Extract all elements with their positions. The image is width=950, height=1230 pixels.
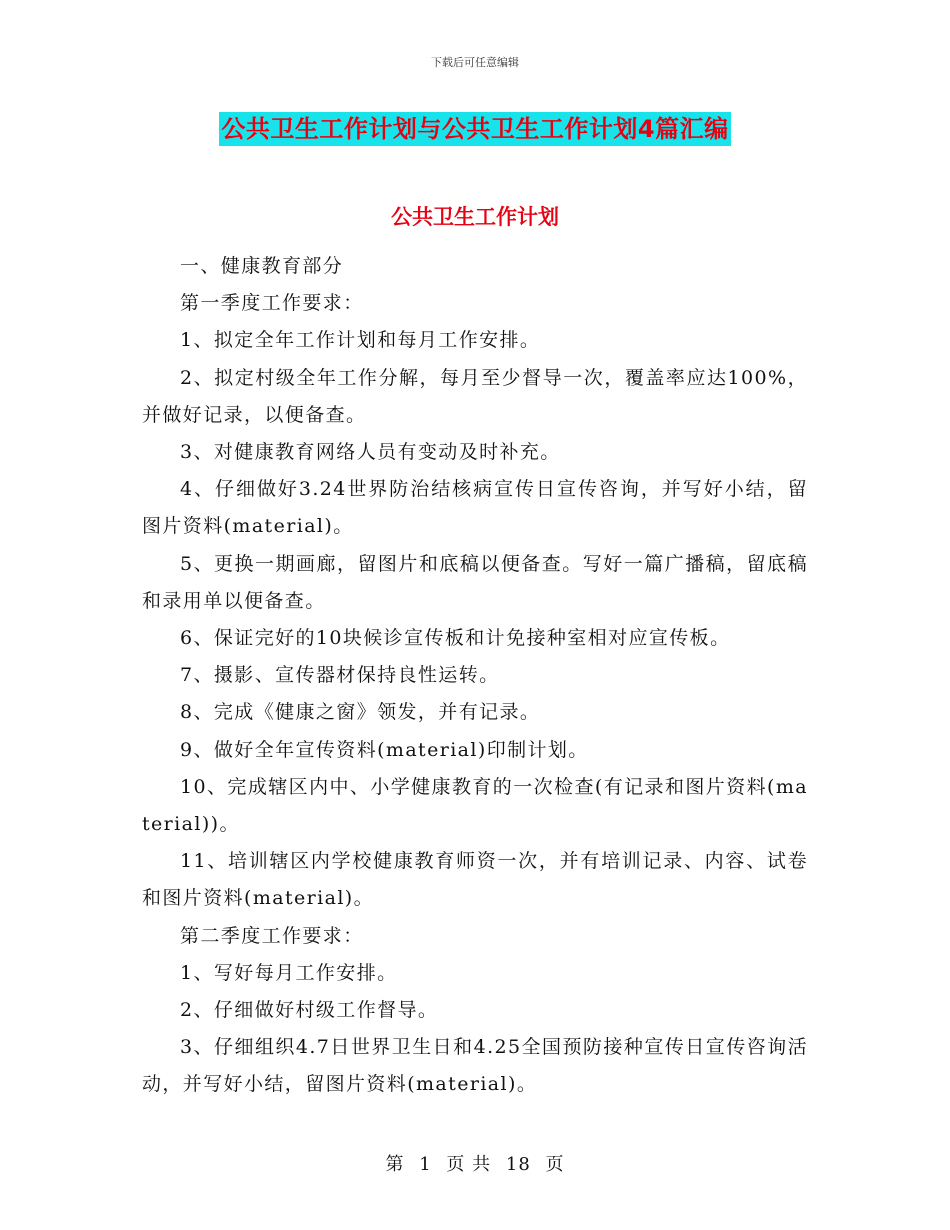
paragraph: 11、培训辖区内学校健康教育师资一次，并有培训记录、内容、试卷和图片资料(material)。 (142, 850, 808, 910)
paragraph: 5、更换一期画廊，留图片和底稿以便备查。写好一篇广播稿，留底稿和录用单以便备查。 (142, 552, 808, 612)
paragraph: 第一季度工作要求： (180, 292, 364, 315)
paragraph: 第二季度工作要求： (180, 924, 364, 947)
paragraph: 3、对健康教育网络人员有变动及时补充。 (180, 441, 561, 464)
paragraph: 7、摄影、宣传器材保持良性运转。 (180, 664, 500, 687)
footer-suffix: 页 (545, 1154, 565, 1175)
doc-title: 公共卫生工作计划与公共卫生工作计划4篇汇编 (219, 112, 730, 146)
section-title: 公共卫生工作计划 (391, 205, 559, 229)
doc-title-container (0, 112, 950, 146)
paragraph: 1、拟定全年工作计划和每月工作安排。 (180, 329, 541, 352)
footer-page-number: 1 (419, 1154, 432, 1175)
paragraph: 2、仔细做好村级工作督导。 (180, 999, 439, 1022)
paragraph: 3、仔细组织4.7日世界卫生日和4.25全国预防接种宣传日宣传咨询活动，并写好小结，留图片资料(material)。 (142, 1036, 808, 1096)
paragraph: 2、拟定村级全年工作分解，每月至少督导一次，覆盖率应达100%，并做好记录，以便备查。 (142, 366, 808, 426)
footer-middle: 页 共 (446, 1154, 492, 1175)
paragraph: 一、健康教育部分 (180, 255, 344, 277)
paragraph: 1、写好每月工作安排。 (180, 961, 398, 984)
footer-total-pages: 18 (505, 1154, 531, 1175)
paragraph: 8、完成《健康之窗》领发，并有记录。 (180, 701, 541, 724)
paragraph: 9、做好全年宣传资料(material)印制计划。 (180, 738, 589, 761)
footer-prefix: 第 (385, 1154, 405, 1175)
page-footer (0, 1150, 950, 1176)
paragraph: 6、保证完好的10块候诊宣传板和计免接种室相对应宣传板。 (180, 627, 731, 650)
paragraph: 10、完成辖区内中、小学健康教育的一次检查(有记录和图片资料(material))。 (142, 775, 808, 836)
paragraph: 4、仔细做好3.24世界防治结核病宣传日宣传咨询，并写好小结，留图片资料(material)。 (142, 478, 808, 538)
header-note: 下载后可任意编辑 (431, 56, 519, 69)
document-body (142, 248, 808, 1104)
